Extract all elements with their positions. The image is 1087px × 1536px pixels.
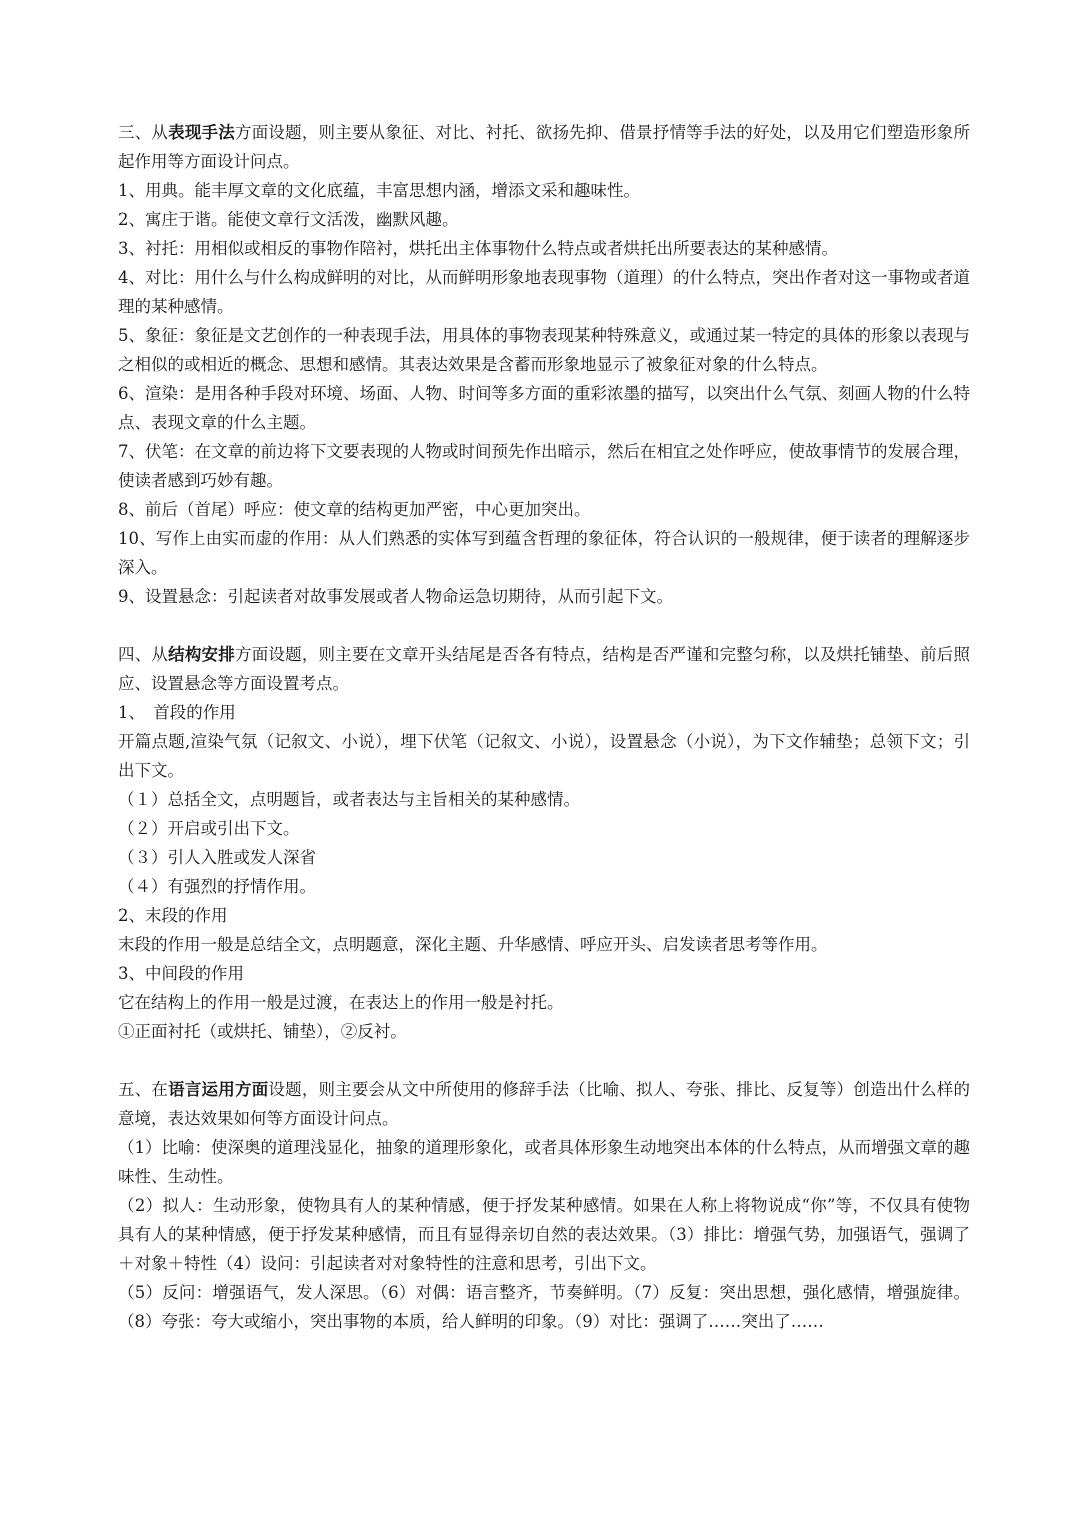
paragraph-line: 7、伏笔：在文章的前边将下文要表现的人物或时间预先作出暗示，然后在相宜之处作呼应，使故事情节的发展合理，使读者感到巧妙有趣。 <box>118 442 970 490</box>
heading-keyword: 语言运用方面 <box>168 1080 269 1099</box>
paragraph-line: （5）反问：增强语气，发人深思。（6）对偶：语言整齐，节奏鲜明。（7）反复：突出思想，强化感情，增强旋律。（8）夸张：夸大或缩小，突出事物的本质，给人鲜明的印象。（9）对比：强调了……突出了…… <box>118 1283 970 1331</box>
paragraph-line: 8、前后（首尾）呼应：使文章的结构更加严密，中心更加突出。 <box>118 500 591 519</box>
paragraph-line: （４）有强烈的抒情作用。 <box>118 877 316 896</box>
paragraph-line: （１）总括全文，点明题旨，或者表达与主旨相关的某种感情。 <box>118 790 580 809</box>
heading-rest: 方面设题，则主要从象征、对比、衬托、欲扬先抑、借景抒情等手法的好处，以及用它们塑造形象所起作用等方面设计问点。 <box>118 123 971 171</box>
section-heading <box>118 1075 970 1133</box>
paragraph-line: 3、衬托：用相似或相反的事物作陪衬，烘托出主体事物什么特点或者烘托出所要表达的某种感情。 <box>118 239 838 258</box>
paragraph-line: （２）开启或引出下文。 <box>118 819 300 838</box>
section-heading <box>118 640 970 698</box>
heading-prefix: 五、在 <box>118 1080 169 1099</box>
paragraph-line: 开篇点题,渲染气氛（记叙文、小说），埋下伏笔（记叙文、小说），设置悬念（小说），为下文作辅垫；总领下文；引出下文。 <box>118 732 970 780</box>
paragraph-line: 5、象征：象征是文艺创作的一种表现手法，用具体的事物表现某种特殊意义，或通过某一特定的具体的形象以表现与之相似的或相近的概念、思想和感情。其表达效果是含蓄而形象地显示了被象征对象的什么特点。 <box>118 326 970 374</box>
section-expression-techniques <box>118 118 970 611</box>
paragraph-line: （1）比喻：使深奥的道理浅显化，抽象的道理形象化，或者具体形象生动地突出本体的什么特点，从而增强文章的趣味性、生动性。 <box>118 1138 970 1186</box>
paragraph-line: （2）拟人：生动形象，使物具有人的某种情感，便于抒发某种感情。如果在人称上将物说成“你”等，不仅具有使物具有人的某种情感，便于抒发某种感情，而且有显得亲切自然的表达效果。（3）排比：增强气势，加强语气，强调了＋对象＋特性（4）设问：引起读者对对象特性的注意和思考，引出下文。 <box>118 1196 970 1273</box>
paragraph-line: 6、渲染：是用各种手段对环境、场面、人物、时间等多方面的重彩浓墨的描写，以突出什么气氛、刻画人物的什么特点、表现文章的什么主题。 <box>118 384 970 432</box>
heading-rest: 设题，则主要会从文中所使用的修辞手法（比喻、拟人、夸张、排比、反复等）创造出什么样的意境，表达效果如何等方面设计问点。 <box>118 1080 971 1128</box>
heading-prefix: 四、从 <box>118 645 169 664</box>
heading-keyword: 结构安排 <box>168 645 235 664</box>
heading-keyword: 表现手法 <box>168 123 235 142</box>
paragraph-line: ①正面衬托（或烘托、铺垫），②反衬。 <box>118 1022 407 1041</box>
heading-rest: 方面设题，则主要在文章开头结尾是否各有特点，结构是否严谨和完整匀称，以及烘托铺垫、前后照应、设置悬念等方面设置考点。 <box>118 645 971 693</box>
paragraph-line: 末段的作用一般是总结全文，点明题意，深化主题、升华感情、呼应开头、启发读者思考等作用。 <box>118 935 828 954</box>
paragraph-line: 2、末段的作用 <box>118 906 228 925</box>
paragraph-line: （３）引人入胜或发人深省 <box>118 848 316 867</box>
paragraph-line: 10、写作上由实而虚的作用：从人们熟悉的实体写到蕴含哲理的象征体，符合认识的一般规律，便于读者的理解逐步深入。 <box>118 529 970 577</box>
section-structure-arrangement <box>118 640 970 1046</box>
heading-prefix: 三、从 <box>118 123 169 142</box>
paragraph-line: 1、 首段的作用 <box>118 703 236 722</box>
paragraph-line: 4、对比：用什么与什么构成鲜明的对比，从而鲜明形象地表现事物（道理）的什么特点，突出作者对这一事物或者道理的某种感情。 <box>118 268 970 316</box>
paragraph-line: 1、用典。能丰厚文章的文化底蕴，丰富思想内涵，增添文采和趣味性。 <box>118 181 640 200</box>
paragraph-line: 9、设置悬念：引起读者对故事发展或者人物命运急切期待，从而引起下文。 <box>118 587 673 606</box>
document-page <box>118 118 970 1336</box>
section-language-use <box>118 1075 970 1336</box>
paragraph-line: 2、寓庄于谐。能使文章行文活泼，幽默风趣。 <box>118 210 459 229</box>
paragraph-line: 3、中间段的作用 <box>118 964 244 983</box>
paragraph-line: 它在结构上的作用一般是过渡，在表达上的作用一般是衬托。 <box>118 993 564 1012</box>
section-heading <box>118 118 970 176</box>
